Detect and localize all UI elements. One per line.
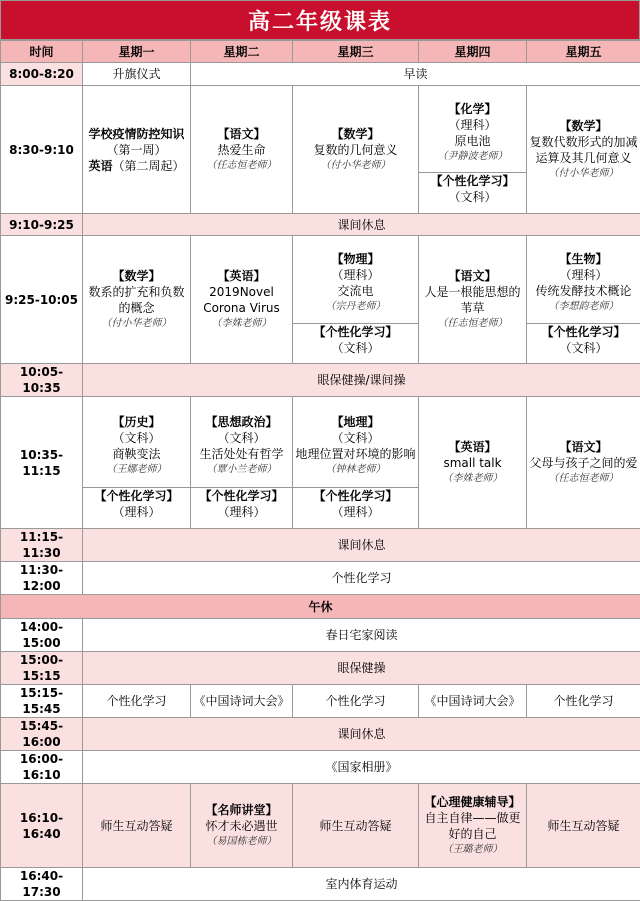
cell-track: （文科） (293, 340, 418, 356)
table-row (1, 529, 640, 562)
cell-topic: 原电池 (419, 133, 526, 149)
header-thu: 星期四 (419, 41, 527, 63)
cell-subject: 【名师讲堂】 (193, 802, 290, 818)
time-cell: 11:15-11:30 (1, 529, 83, 562)
table-row (1, 868, 640, 901)
break-cell: 眼保健操 (83, 652, 640, 685)
cell-track: （文科） (419, 189, 526, 205)
cell-subject: 英语 (88, 159, 112, 173)
cell-subject: 【语文】 (421, 268, 524, 284)
cell-subject: 【英语】 (193, 268, 290, 284)
class-cell: 个性化学习 (83, 562, 640, 595)
cell-teacher: （付小华老师） (85, 316, 188, 332)
cell-topic: 人是一根能思想的苇草 (421, 284, 524, 316)
cell-teacher: （任志恒老师） (421, 316, 524, 332)
cell-subject: 【个性化学习】 (191, 488, 292, 504)
cell-subject: 【生物】 (527, 251, 640, 267)
class-cell (83, 236, 191, 364)
header-row (1, 41, 640, 63)
class-cell (527, 86, 640, 214)
class-cell: 个性化学习 (293, 685, 419, 718)
cell-subject: 【数学】 (295, 126, 416, 142)
cell-teacher: （任志恒老师） (193, 158, 290, 174)
time-cell: 11:30-12:00 (1, 562, 83, 595)
class-cell: 《中国诗词大会》 (419, 685, 527, 718)
cell-teacher: （任志恒老师） (529, 471, 638, 487)
table-row (1, 751, 640, 784)
time-cell: 15:45-16:00 (1, 718, 83, 751)
header-wed: 星期三 (293, 41, 419, 63)
page-title: 高二年级课表 (0, 0, 640, 40)
class-cell: 师生互动答疑 (527, 784, 640, 868)
cell-topic: 传统发酵技术概论 (527, 283, 640, 299)
table-row (1, 685, 640, 718)
table-row (1, 86, 640, 214)
class-cell: 《中国诗词大会》 (191, 685, 293, 718)
break-cell: 课间休息 (83, 718, 640, 751)
cell-track: （理科） (527, 267, 640, 283)
class-cell (419, 86, 527, 214)
class-cell: 师生互动答疑 (293, 784, 419, 868)
cell-topic: 父母与孩子之间的爱 (529, 455, 638, 471)
cell-teacher: （易国栋老师） (193, 834, 290, 850)
time-cell: 10:35-11:15 (1, 397, 83, 529)
class-cell: 《国家相册》 (83, 751, 640, 784)
class-cell (191, 397, 293, 529)
cell-note: （第二周起） (113, 159, 185, 173)
class-cell (527, 397, 640, 529)
class-cell (191, 86, 293, 214)
cell-subject: 【个性化学习】 (527, 324, 640, 340)
cell-topic: 复数的几何意义 (295, 142, 416, 158)
cell-topic: 热爱生命 (193, 142, 290, 158)
cell-subject: 【个性化学习】 (293, 324, 418, 340)
cell-line: 学校疫情防控知识 (85, 126, 188, 142)
cell-teacher: （李姝老师） (193, 316, 290, 332)
class-cell (419, 236, 527, 364)
header-fri: 星期五 (527, 41, 640, 63)
cell-topic: 交流电 (293, 283, 418, 299)
class-cell: 个性化学习 (527, 685, 640, 718)
table-row (1, 784, 640, 868)
cell-subject: 【数学】 (85, 268, 188, 284)
timetable (0, 40, 640, 901)
class-cell (191, 236, 293, 364)
cell-subject: 【语文】 (193, 126, 290, 142)
cell-teacher: （覃小兰老师） (191, 462, 292, 478)
cell-subject: 【化学】 (419, 101, 526, 117)
table-row (1, 718, 640, 751)
class-cell (191, 784, 293, 868)
cell-teacher: （付小华老师） (295, 158, 416, 174)
time-cell: 16:00-16:10 (1, 751, 83, 784)
table-row (1, 63, 640, 86)
class-cell: 早读 (191, 63, 640, 86)
lunch-cell: 午休 (1, 595, 640, 619)
class-cell: 室内体育运动 (83, 868, 640, 901)
time-cell: 8:30-9:10 (1, 86, 83, 214)
time-cell: 16:40-17:30 (1, 868, 83, 901)
cell-teacher: （李姝老师） (421, 471, 524, 487)
cell-subject: 【个性化学习】 (293, 488, 418, 504)
cell-topic: 数系的扩充和负数的概念 (85, 284, 188, 316)
header-time: 时间 (1, 41, 83, 63)
time-cell: 15:00-15:15 (1, 652, 83, 685)
cell-subject: 【地理】 (293, 414, 418, 430)
cell-topic: 自主自律——做更好的自己 (421, 810, 524, 842)
cell-track: （理科） (293, 267, 418, 283)
class-cell (527, 236, 640, 364)
cell-track: （文科） (83, 430, 190, 446)
class-cell: 升旗仪式 (83, 63, 191, 86)
table-row (1, 236, 640, 364)
cell-teacher: （李想韵老师） (527, 299, 640, 315)
time-cell: 9:25-10:05 (1, 236, 83, 364)
table-row (1, 619, 640, 652)
class-cell (293, 86, 419, 214)
cell-teacher: （钟林老师） (293, 462, 418, 478)
cell-track: （理科） (83, 504, 190, 520)
class-cell (419, 397, 527, 529)
cell-track: （理科） (191, 504, 292, 520)
time-cell: 16:10-16:40 (1, 784, 83, 868)
table-row (1, 364, 640, 397)
cell-track: （理科） (293, 504, 418, 520)
cell-topic: 2019Novel Corona Virus (193, 284, 290, 316)
cell-subject: 【思想政治】 (191, 414, 292, 430)
header-mon: 星期一 (83, 41, 191, 63)
class-cell: 师生互动答疑 (83, 784, 191, 868)
header-tue: 星期二 (191, 41, 293, 63)
cell-subject: 【历史】 (83, 414, 190, 430)
cell-subject: 【个性化学习】 (419, 173, 526, 189)
time-cell: 10:05-10:35 (1, 364, 83, 397)
cell-track: （文科） (191, 430, 292, 446)
table-row (1, 214, 640, 236)
break-cell: 眼保健操/课间操 (83, 364, 640, 397)
class-cell: 春日宅家阅读 (83, 619, 640, 652)
table-row (1, 652, 640, 685)
cell-line: （第一周） (85, 142, 188, 158)
cell-track: （理科） (419, 117, 526, 133)
cell-track: （文科） (527, 340, 640, 356)
cell-topic: 地理位置对环境的影响 (293, 446, 418, 462)
cell-teacher: （尹静波老师） (419, 149, 526, 165)
cell-teacher: （宗丹老师） (293, 299, 418, 315)
cell-subject: 【物理】 (293, 251, 418, 267)
cell-topic: small talk (421, 455, 524, 471)
time-cell: 15:15-15:45 (1, 685, 83, 718)
class-cell (83, 397, 191, 529)
cell-subject: 【语文】 (529, 439, 638, 455)
cell-teacher: （王娜老师） (83, 462, 190, 478)
class-cell (419, 784, 527, 868)
time-cell: 9:10-9:25 (1, 214, 83, 236)
break-cell: 课间休息 (83, 529, 640, 562)
table-row (1, 397, 640, 529)
table-row (1, 562, 640, 595)
cell-track: （文科） (293, 430, 418, 446)
class-cell (83, 86, 191, 214)
time-cell: 14:00-15:00 (1, 619, 83, 652)
cell-subject: 【个性化学习】 (83, 488, 190, 504)
cell-subject: 【数学】 (529, 118, 638, 134)
class-cell: 个性化学习 (83, 685, 191, 718)
cell-topic: 商鞅变法 (83, 446, 190, 462)
cell-subject: 【心理健康辅导】 (421, 794, 524, 810)
class-cell (293, 236, 419, 364)
lunch-row (1, 595, 640, 619)
cell-topic: 怀才未必遇世 (193, 818, 290, 834)
cell-line (85, 158, 188, 174)
break-cell: 课间休息 (83, 214, 640, 236)
cell-teacher: （付小华老师） (529, 166, 638, 182)
cell-teacher: （王璐老师） (421, 842, 524, 858)
cell-topic: 生活处处有哲学 (191, 446, 292, 462)
class-cell (293, 397, 419, 529)
cell-topic: 复数代数形式的加减运算及其几何意义 (529, 134, 638, 166)
cell-subject: 【英语】 (421, 439, 524, 455)
time-cell: 8:00-8:20 (1, 63, 83, 86)
